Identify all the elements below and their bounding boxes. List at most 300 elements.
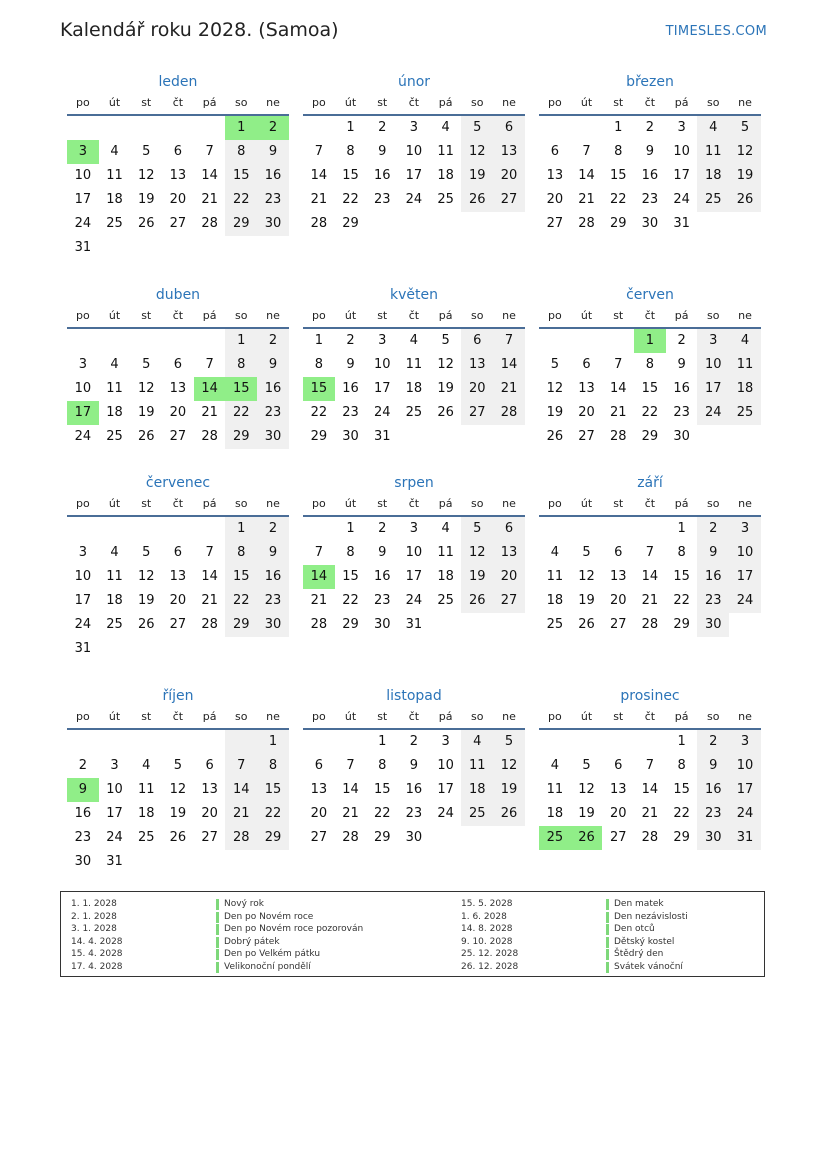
week-row <box>303 425 525 449</box>
day-cell: 25 <box>137 830 155 845</box>
week-row <box>303 754 525 778</box>
day-cell: 4 <box>441 120 450 135</box>
weekday-label: po <box>311 497 326 510</box>
day-cell: 23 <box>697 802 729 826</box>
day-cell: 13 <box>461 353 493 377</box>
day-cell: 29 <box>673 830 690 845</box>
weekday-header <box>539 708 761 725</box>
day-cell: 3 <box>67 140 99 164</box>
week-row <box>539 613 761 637</box>
day-cell: 7 <box>582 144 591 159</box>
weekday-label: po <box>311 309 326 322</box>
empty-cell <box>194 730 226 754</box>
day-cell: 24 <box>74 617 92 632</box>
empty-cell <box>67 116 99 140</box>
day-cell: 5 <box>493 730 525 754</box>
day-cell: 2 <box>409 734 419 749</box>
week-row <box>303 730 525 754</box>
empty-cell <box>303 730 335 754</box>
day-cell: 26 <box>461 188 493 212</box>
day-cell: 10 <box>405 144 423 159</box>
weekday-header <box>303 495 525 512</box>
day-cell: 21 <box>493 377 525 401</box>
day-cell: 28 <box>201 617 218 632</box>
day-cell: 24 <box>405 192 423 207</box>
weekday-header <box>67 495 289 512</box>
empty-cell <box>194 116 226 140</box>
week-row <box>67 565 289 589</box>
month-block <box>539 686 761 850</box>
day-cell: 30 <box>697 613 729 637</box>
day-cell: 26 <box>493 802 525 826</box>
day-cell: 7 <box>645 545 655 560</box>
day-cell: 21 <box>609 405 627 420</box>
weekday-label: ne <box>738 96 752 109</box>
day-cell: 17 <box>729 778 761 802</box>
day-cell: 21 <box>201 593 218 608</box>
weekday-label: út <box>344 710 357 723</box>
day-cell: 25 <box>106 429 123 444</box>
weekday-label: st <box>141 497 152 510</box>
month-name: červen <box>626 287 674 303</box>
empty-cell <box>493 613 525 637</box>
day-cell: 14 <box>609 381 627 396</box>
brand-link[interactable]: TIMESLES.COM <box>665 24 767 39</box>
week-row <box>67 353 289 377</box>
month-name: duben <box>155 287 201 303</box>
day-cell: 6 <box>205 758 214 773</box>
day-cell: 18 <box>137 806 155 821</box>
weekday-label: st <box>613 710 624 723</box>
holiday-marker <box>606 912 609 923</box>
day-cell: 27 <box>493 188 525 212</box>
day-cell: 4 <box>110 144 119 159</box>
day-cell: 30 <box>257 425 289 449</box>
weekday-header <box>539 94 761 111</box>
day-cell: 14 <box>493 353 525 377</box>
month-block <box>539 473 761 637</box>
month-name: srpen <box>394 475 434 491</box>
day-cell: 29 <box>257 826 289 850</box>
day-cell: 24 <box>74 429 92 444</box>
empty-cell <box>99 517 131 541</box>
week-row <box>67 613 289 637</box>
day-cell: 6 <box>173 144 183 159</box>
weekday-label: st <box>377 497 388 510</box>
day-cell: 18 <box>106 192 123 207</box>
weekday-label: út <box>108 96 121 109</box>
day-cell: 6 <box>493 116 525 140</box>
weekday-label: st <box>141 309 152 322</box>
empty-cell <box>194 850 226 874</box>
day-cell: 8 <box>677 758 686 773</box>
day-cell: 30 <box>257 613 289 637</box>
weekday-label: pá <box>438 497 453 510</box>
month-block <box>303 285 525 449</box>
holiday-name: Nový rok <box>224 899 264 909</box>
day-cell: 23 <box>641 192 659 207</box>
day-cell: 15 <box>342 569 359 584</box>
holiday-name: Svátek vánoční <box>614 961 683 972</box>
day-cell: 10 <box>673 144 690 159</box>
day-cell: 13 <box>493 541 525 565</box>
weekday-label: so <box>707 497 720 510</box>
weekday-label: čt <box>408 309 420 322</box>
day-cell: 20 <box>169 192 187 207</box>
day-cell: 23 <box>697 589 729 613</box>
day-cell: 2 <box>645 120 655 135</box>
empty-cell <box>303 116 335 140</box>
day-cell: 12 <box>493 754 525 778</box>
day-cell: 27 <box>461 401 493 425</box>
week-row <box>539 329 761 353</box>
day-cell: 9 <box>378 144 387 159</box>
week-row <box>67 329 289 353</box>
weekday-label: st <box>613 309 624 322</box>
week-row <box>539 826 761 850</box>
empty-cell <box>162 236 194 260</box>
day-cell: 5 <box>142 545 151 560</box>
week-row <box>67 116 289 140</box>
day-cell: 7 <box>493 329 525 353</box>
empty-cell <box>194 329 226 353</box>
day-cell: 19 <box>137 593 155 608</box>
day-cell: 6 <box>461 329 493 353</box>
day-cell: 20 <box>609 806 627 821</box>
day-cell: 19 <box>137 192 155 207</box>
weekday-label: so <box>235 96 248 109</box>
day-cell: 18 <box>437 168 454 183</box>
weekday-label: so <box>235 497 248 510</box>
month-block <box>303 72 525 236</box>
day-cell: 23 <box>673 405 690 420</box>
day-cell: 25 <box>437 192 454 207</box>
day-cell: 4 <box>110 357 119 372</box>
day-cell: 1 <box>346 120 355 135</box>
day-cell: 15 <box>225 377 257 401</box>
weekday-label: čt <box>644 309 656 322</box>
day-cell: 17 <box>373 381 391 396</box>
holiday-marker <box>216 924 219 935</box>
day-cell: 4 <box>697 116 729 140</box>
day-cell: 14 <box>303 565 335 589</box>
holiday-marker <box>606 962 609 973</box>
month-name: říjen <box>162 688 194 704</box>
day-cell: 9 <box>67 778 99 802</box>
weekday-label: čt <box>172 309 184 322</box>
day-cell: 13 <box>493 140 525 164</box>
empty-cell <box>697 425 729 449</box>
day-cell: 5 <box>582 545 591 560</box>
day-cell: 10 <box>74 381 92 396</box>
day-cell: 2 <box>346 333 355 348</box>
week-row <box>539 116 761 140</box>
day-cell: 28 <box>225 826 257 850</box>
weekday-label: ne <box>266 309 280 322</box>
day-cell: 4 <box>461 730 493 754</box>
day-cell: 17 <box>74 192 92 207</box>
empty-cell <box>602 730 634 754</box>
day-cell: 19 <box>461 164 493 188</box>
weekday-header <box>303 307 525 324</box>
day-cell: 15 <box>342 168 359 183</box>
month-name: leden <box>158 74 198 90</box>
weekday-label: čt <box>644 710 656 723</box>
day-cell: 25 <box>539 826 571 850</box>
empty-cell <box>634 730 666 754</box>
day-cell: 29 <box>225 212 257 236</box>
day-cell: 1 <box>346 521 355 536</box>
weekday-label: ne <box>502 710 516 723</box>
day-cell: 25 <box>405 405 423 420</box>
day-cell: 11 <box>405 357 423 372</box>
day-cell: 22 <box>225 188 257 212</box>
week-row <box>303 401 525 425</box>
empty-cell <box>430 826 462 850</box>
week-row <box>303 802 525 826</box>
day-cell: 3 <box>409 521 419 536</box>
day-cell: 24 <box>405 593 423 608</box>
week-row <box>539 754 761 778</box>
month-block <box>303 473 525 637</box>
month-block <box>539 285 761 449</box>
empty-cell <box>398 425 430 449</box>
weekday-label: pá <box>202 497 217 510</box>
day-cell: 30 <box>405 830 423 845</box>
day-cell: 17 <box>729 565 761 589</box>
day-cell: 15 <box>673 782 690 797</box>
day-cell: 9 <box>697 541 729 565</box>
day-cell: 8 <box>645 357 655 372</box>
day-cell: 6 <box>582 357 591 372</box>
day-cell: 21 <box>342 806 359 821</box>
week-row <box>539 565 761 589</box>
day-cell: 15 <box>303 377 335 401</box>
holiday-name: Den po Novém roce pozorován <box>224 924 364 934</box>
day-cell: 26 <box>571 826 603 850</box>
day-cell: 12 <box>729 140 761 164</box>
empty-cell <box>194 236 226 260</box>
empty-cell <box>130 850 162 874</box>
weekday-label: pá <box>674 96 689 109</box>
day-cell: 15 <box>257 778 289 802</box>
week-row <box>303 212 525 236</box>
day-cell: 20 <box>609 593 627 608</box>
day-cell: 2 <box>697 517 729 541</box>
day-cell: 9 <box>257 140 289 164</box>
holiday-marker <box>216 962 219 973</box>
day-cell: 9 <box>346 357 355 372</box>
day-cell: 30 <box>342 429 359 444</box>
day-cell: 24 <box>673 192 690 207</box>
day-cell: 4 <box>142 758 151 773</box>
day-cell: 11 <box>437 144 454 159</box>
day-cell: 28 <box>310 216 328 231</box>
day-cell: 22 <box>373 806 391 821</box>
week-row <box>303 116 525 140</box>
day-cell: 5 <box>173 758 183 773</box>
day-cell: 26 <box>729 188 761 212</box>
day-cell: 3 <box>729 730 761 754</box>
day-cell: 5 <box>550 357 559 372</box>
day-cell: 5 <box>461 517 493 541</box>
day-cell: 17 <box>74 593 92 608</box>
day-cell: 1 <box>257 730 289 754</box>
empty-cell <box>99 116 131 140</box>
week-row <box>67 425 289 449</box>
day-cell: 29 <box>609 216 627 231</box>
day-cell: 26 <box>137 429 155 444</box>
day-cell: 1 <box>677 734 686 749</box>
weekday-label: so <box>471 309 484 322</box>
holiday-marker <box>216 899 219 910</box>
weekday-label: po <box>547 309 562 322</box>
day-cell: 11 <box>106 381 123 396</box>
day-cell: 18 <box>546 806 564 821</box>
weekday-label: út <box>108 309 121 322</box>
day-cell: 24 <box>729 589 761 613</box>
week-row <box>539 212 761 236</box>
empty-cell <box>257 637 289 661</box>
day-cell: 23 <box>257 188 289 212</box>
holiday-date: 2. 1. 2028 <box>71 911 117 922</box>
weekday-header <box>67 307 289 324</box>
empty-cell <box>67 517 99 541</box>
holiday-date: 25. 12. 2028 <box>461 949 519 959</box>
day-cell: 4 <box>729 329 761 353</box>
empty-cell <box>162 637 194 661</box>
empty-cell <box>430 425 462 449</box>
weekday-label: po <box>311 710 326 723</box>
day-cell: 16 <box>74 806 92 821</box>
day-cell: 9 <box>697 754 729 778</box>
day-cell: 3 <box>697 329 729 353</box>
day-cell: 17 <box>405 569 423 584</box>
weekday-label: čt <box>172 497 184 510</box>
day-cell: 22 <box>342 192 359 207</box>
day-cell: 2 <box>257 517 289 541</box>
holiday-name: Velikonoční pondělí <box>224 961 311 972</box>
day-cell: 7 <box>225 754 257 778</box>
weekday-label: út <box>344 96 357 109</box>
day-cell: 13 <box>609 569 627 584</box>
week-row <box>539 353 761 377</box>
day-cell: 14 <box>641 782 659 797</box>
weekday-label: so <box>707 309 720 322</box>
holiday-date: 1. 1. 2028 <box>71 899 117 909</box>
holiday-name: Den po Novém roce <box>224 911 314 922</box>
day-cell: 14 <box>225 778 257 802</box>
holiday-marker <box>606 937 609 948</box>
day-cell: 20 <box>201 806 218 821</box>
week-row <box>67 802 289 826</box>
day-cell: 25 <box>106 617 123 632</box>
weekday-label: pá <box>674 309 689 322</box>
day-cell: 12 <box>461 541 493 565</box>
day-cell: 27 <box>169 429 187 444</box>
empty-cell <box>539 329 571 353</box>
day-cell: 2 <box>257 329 289 353</box>
month-name: prosinec <box>620 688 680 704</box>
weekday-label: po <box>75 497 90 510</box>
day-cell: 28 <box>201 429 218 444</box>
day-cell: 31 <box>106 854 123 869</box>
empty-cell <box>602 517 634 541</box>
day-cell: 5 <box>729 116 761 140</box>
weekday-label: st <box>377 96 388 109</box>
day-cell: 28 <box>578 216 595 231</box>
empty-cell <box>162 850 194 874</box>
empty-cell <box>430 613 462 637</box>
day-cell: 10 <box>373 357 391 372</box>
weekday-label: po <box>547 96 562 109</box>
holiday-marker <box>606 924 609 935</box>
holiday-date: 9. 10. 2028 <box>461 936 513 947</box>
week-row <box>67 754 289 778</box>
holiday-name: Štědrý den <box>614 949 664 959</box>
week-row <box>303 353 525 377</box>
empty-cell <box>571 329 603 353</box>
empty-cell <box>130 730 162 754</box>
week-row <box>303 329 525 353</box>
day-cell: 10 <box>697 353 729 377</box>
day-cell: 4 <box>550 758 559 773</box>
day-cell: 21 <box>310 192 328 207</box>
empty-cell <box>130 236 162 260</box>
day-cell: 8 <box>378 758 387 773</box>
day-cell: 25 <box>546 617 564 632</box>
month-block <box>67 285 289 449</box>
day-cell: 19 <box>137 405 155 420</box>
week-row <box>303 826 525 850</box>
empty-cell <box>602 329 634 353</box>
day-cell: 30 <box>257 212 289 236</box>
weekday-label: pá <box>674 497 689 510</box>
day-cell: 1 <box>378 734 387 749</box>
holiday-marker <box>216 949 219 960</box>
day-cell: 27 <box>546 216 564 231</box>
day-cell: 28 <box>201 216 218 231</box>
empty-cell <box>539 517 571 541</box>
day-cell: 20 <box>578 405 595 420</box>
day-cell: 18 <box>106 593 123 608</box>
weekday-label: pá <box>438 309 453 322</box>
day-cell: 31 <box>405 617 423 632</box>
day-cell: 18 <box>437 569 454 584</box>
month-name: únor <box>397 74 431 90</box>
day-cell: 15 <box>641 381 659 396</box>
month-name: červenec <box>145 475 211 491</box>
empty-cell <box>257 850 289 874</box>
weekday-header <box>539 495 761 512</box>
day-cell: 18 <box>729 377 761 401</box>
day-cell: 17 <box>673 168 690 183</box>
day-cell: 18 <box>106 405 123 420</box>
day-cell: 30 <box>373 617 391 632</box>
day-cell: 12 <box>461 140 493 164</box>
day-cell: 8 <box>346 144 355 159</box>
weekday-label: ne <box>738 309 752 322</box>
weekday-label: út <box>580 96 593 109</box>
day-cell: 20 <box>461 377 493 401</box>
day-cell: 20 <box>169 593 187 608</box>
empty-cell <box>162 517 194 541</box>
day-cell: 13 <box>609 782 627 797</box>
day-cell: 1 <box>314 333 323 348</box>
day-cell: 16 <box>257 164 289 188</box>
weekday-label: st <box>377 710 388 723</box>
day-cell: 12 <box>137 381 155 396</box>
